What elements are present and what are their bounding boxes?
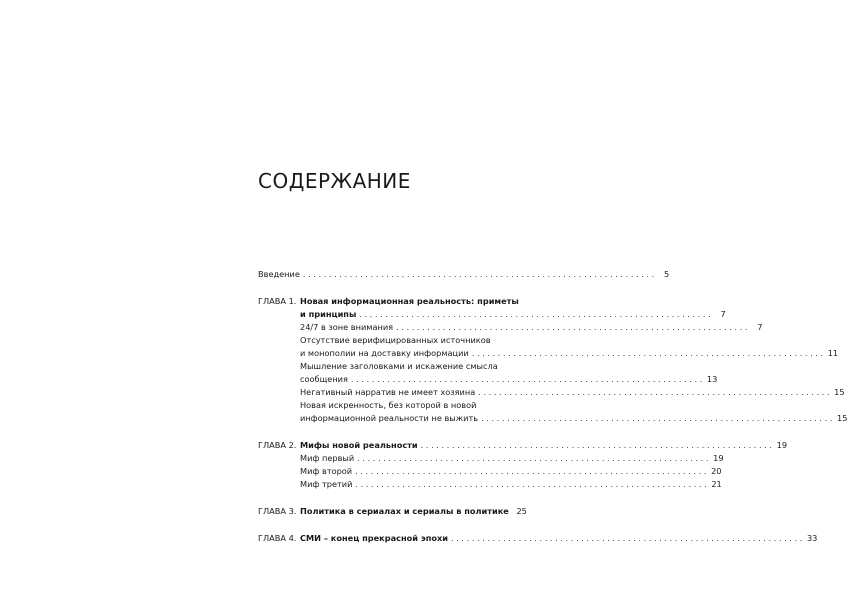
chapter-label: ГЛАВА 1. xyxy=(258,296,297,306)
chapter-title: Политика в сериалах и сериалы в политике xyxy=(300,505,512,518)
page-number: 7 xyxy=(711,308,726,321)
section-title: Миф первый xyxy=(300,452,357,465)
page-number: 5 xyxy=(654,268,669,281)
chapter-1-heading[interactable] xyxy=(258,295,523,308)
page-number: 19 xyxy=(772,439,787,452)
chapter-4-heading[interactable] xyxy=(258,532,818,545)
page-number: 15 xyxy=(830,386,845,399)
toc-section-cont[interactable] xyxy=(258,347,839,360)
page-number: 13 xyxy=(702,373,717,386)
dot-leader xyxy=(355,478,706,491)
dot-leader xyxy=(421,439,772,452)
chapter-label: ГЛАВА 2. xyxy=(258,440,297,450)
chapter-title: СМИ – конец прекрасной эпохи xyxy=(300,532,451,545)
page-number: 7 xyxy=(747,321,762,334)
dot-leader xyxy=(355,465,706,478)
dot-leader xyxy=(303,268,654,281)
section-title-line: информационной реальности не выжить xyxy=(300,412,481,425)
dot-leader xyxy=(351,373,702,386)
chapter-title-line: Новая информационная реальность: приметы xyxy=(300,296,519,306)
page-number: 33 xyxy=(802,532,817,545)
dot-leader xyxy=(481,412,832,425)
toc-section[interactable] xyxy=(258,334,523,347)
page-number: 15 xyxy=(832,412,847,425)
dot-leader xyxy=(478,386,829,399)
section-title-line: сообщения xyxy=(300,373,351,386)
toc-entry-intro[interactable] xyxy=(258,268,670,281)
page-title: СОДЕРЖАНИЕ xyxy=(258,169,411,193)
toc-section[interactable] xyxy=(258,465,722,478)
section-title-line: Мышление заголовками и искажение смысла xyxy=(300,361,498,371)
dot-leader xyxy=(396,321,747,334)
toc-section[interactable] xyxy=(258,399,523,412)
table-of-contents xyxy=(258,268,847,545)
dot-leader xyxy=(359,308,710,321)
toc-section[interactable] xyxy=(258,360,523,373)
section-title: Миф третий xyxy=(300,478,355,491)
page-number: 25 xyxy=(512,505,527,518)
chapter-label: ГЛАВА 3. xyxy=(258,506,297,516)
dot-leader xyxy=(472,347,823,360)
page-number: 19 xyxy=(709,452,724,465)
toc-section[interactable] xyxy=(258,386,845,399)
toc-entry-title: Введение xyxy=(258,268,303,281)
dot-leader xyxy=(451,532,802,545)
toc-section[interactable] xyxy=(258,478,722,491)
page-number: 21 xyxy=(707,478,722,491)
section-title-line: и монополии на доставку информации xyxy=(300,347,472,360)
toc-section-cont[interactable] xyxy=(258,412,847,425)
page-number: 20 xyxy=(706,465,721,478)
section-title: Миф второй xyxy=(300,465,355,478)
dot-leader xyxy=(357,452,708,465)
toc-section[interactable] xyxy=(258,321,763,334)
chapter-title-line: и принципы xyxy=(300,308,359,321)
chapter-label: ГЛАВА 4. xyxy=(258,533,297,543)
page-number: 11 xyxy=(823,347,838,360)
section-title: Негативный нарратив не имеет хозяина xyxy=(300,386,478,399)
toc-section[interactable] xyxy=(258,452,724,465)
chapter-title: Мифы новой реальности xyxy=(300,439,421,452)
chapter-2-heading[interactable] xyxy=(258,439,788,452)
section-title: 24/7 в зоне внимания xyxy=(300,321,396,334)
section-title-line: Отсутствие верифицированных источников xyxy=(300,335,491,345)
section-title-line: Новая искренность, без которой в новой xyxy=(300,400,477,410)
chapter-1-heading-cont[interactable] xyxy=(258,308,726,321)
toc-section-cont[interactable] xyxy=(258,373,718,386)
chapter-3-heading[interactable] xyxy=(258,505,527,518)
